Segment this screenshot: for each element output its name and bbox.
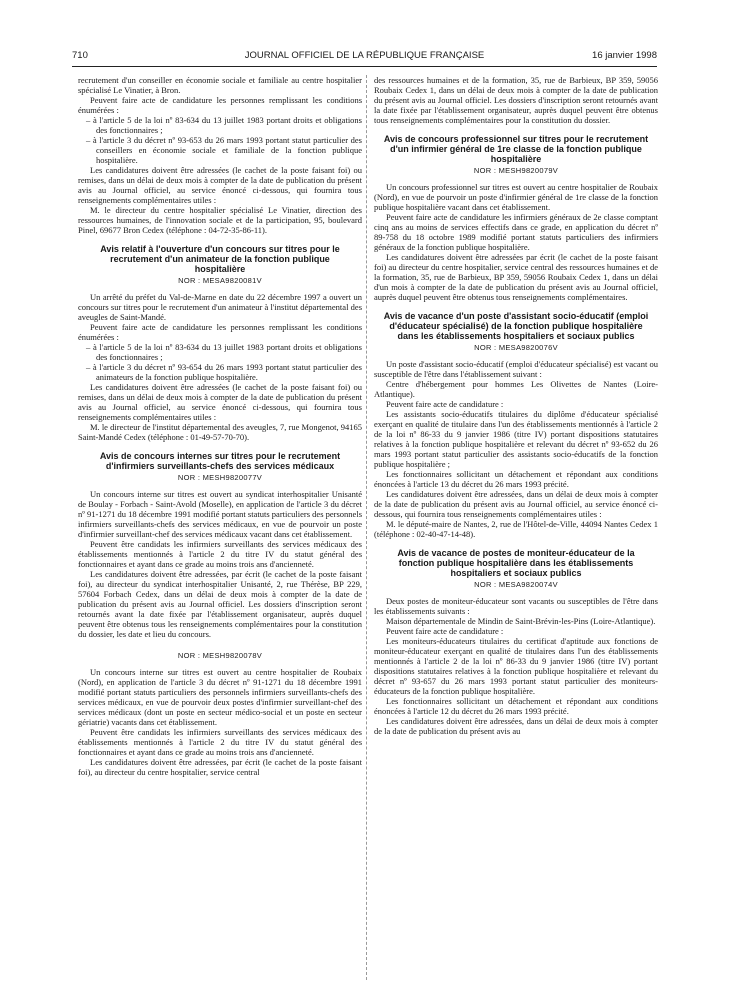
paragraph: Maison départementale de Mindin de Saint-Brévin-les-Pins (Loire-Atlantique). (386, 616, 656, 626)
notice-title: Avis de vacance de postes de moniteur-éducateur de la fonction publique hospitalière dans les établissements hospitaliers et sociaux publics (397, 548, 635, 578)
paragraph: M. le directeur du centre hospitalier spécialisé Le Vinatier, direction des ressources humaines, de l'innovation sociale et de la participation, 95, boulevard Pinel, 69677 Bron Cedex (téléphone : 04-72-35-86-11). (78, 205, 362, 235)
nor-reference: NOR : MESH9820077V (177, 473, 263, 482)
paragraph: Un concours professionnel sur titres est ouvert au centre hospitalier de Roubaix (Nord), en vue de pourvoir un poste d'infirmier général de 1re classe de la fonction publique hospitalière vacant dans cet établissement. (374, 182, 658, 212)
paragraph: Les candidatures doivent être adressées (le cachet de la poste faisant foi) ou remises, dans un délai de deux mois à compter de la date de publication du présent avis au Journal officiel, au service énoncé ci-dessous, qui fournira tous renseignements complémentaires utiles : (78, 165, 362, 205)
nor-reference: NOR : MESA9820081V (178, 276, 262, 285)
notice-title: Avis de concours professionnel sur titres pour le recrutement d'un infirmier général de 1re classe de la fonction publique hospitalière (383, 134, 649, 164)
paragraph: Les assistants socio-éducatifs titulaires du diplôme d'éducateur spécialisé exerçant en qualité de titulaire dans l'un des établissements mentionnés à l'article 2 de la loi nº 86-33 du 9 janvier 1986 (titre IV) portant dispositions statutaires relatives à la fonction publique hospitalière et relevant du décret nº 93-652 du 26 mars 1993 portant statut particulier des assistants socio-éducatifs de la fonction publique hospitalière ; (374, 409, 658, 469)
paragraph: Les candidatures doivent être adressées (le cachet de la poste faisant foi) ou remises, dans un délai de deux mois à compter de la date de publication du présent avis au Journal officiel, au service énoncé ci-dessous, qui fournira tous renseignements complémentaires utiles : (78, 382, 362, 422)
nor-reference: NOR : MESH9820079V (473, 166, 559, 175)
page-number: 710 (72, 50, 88, 61)
paragraph: Les fonctionnaires sollicitant un détachement et répondant aux conditions énoncées à l'article 13 du décret du 26 mars 1993 précité. (374, 469, 658, 489)
paragraph: Un concours interne sur titres est ouvert au centre hospitalier de Roubaix (Nord), en application de l'article 3 du décret nº 91-1271 du 18 décembre 1991 modifié portant statuts particuliers des personnels infirmiers surveillants-chefs des services médicaux, en vue de pourvoir deux postes d'infirmier surveillant-chef des services médicaux (dont un poste en secteur médico-social et un poste en secteur gériatrie) vacants dans cet établissement. (78, 667, 362, 727)
paragraph: Peuvent faire acte de candidature les personnes remplissant les conditions énumérées : (78, 322, 362, 342)
paragraph: Peuvent faire acte de candidature les infirmiers généraux de 2e classe comptant cinq ans au moins de services effectifs dans ce grade, en application du décret nº 89-758 du 18 octobre 1989 modifié portant statuts particuliers des infirmiers généraux de la fonction publique hospitalière. (374, 212, 658, 252)
list-item: – à l'article 3 du décret nº 93-653 du 26 mars 1993 portant statut particulier des conseillers en économie sociale et familiale de la fonction publique hospitalière. (86, 135, 362, 165)
paragraph: Deux postes de moniteur-éducateur sont vacants ou susceptibles de l'être dans les établissements suivants : (374, 596, 658, 616)
paragraph: Centre d'hébergement pour hommes Les Olivettes de Nantes (Loire-Atlantique). (374, 379, 658, 399)
right-column (374, 75, 658, 980)
notice-title: Avis de vacance d'un poste d'assistant socio-éducatif (emploi d'éducateur spécialisé) de la fonction publique hospitalière dans les établissements hospitaliers et sociaux publics (383, 311, 649, 341)
publication-date: 16 janvier 1998 (592, 50, 657, 61)
paragraph: Un arrêté du préfet du Val-de-Marne en date du 22 décembre 1997 a ouvert un concours sur titres pour le recrutement d'un animateur à l'institut départemental des aveugles de Saint-Mandé. (78, 292, 362, 322)
paragraph: Peuvent faire acte de candidature : (386, 399, 504, 409)
paragraph: Peuvent être candidats les infirmiers surveillants des services médicaux des établissements mentionnés à l'article 2 du titre IV du statut général des fonctionnaires et ayant dans ce grade au moins trois ans d'ancienneté. (78, 727, 362, 757)
paragraph: Peuvent faire acte de candidature les personnes remplissant les conditions énumérées : (78, 95, 362, 115)
nor-reference: NOR : MESA9820074V (474, 580, 558, 589)
notice-title: Avis de concours internes sur titres pour le recrutement d'infirmiers surveillants-chefs des services médicaux (99, 451, 341, 471)
left-column (78, 75, 362, 980)
paragraph: Les candidatures doivent être adressées, dans un délai de deux mois à compter de la date de publication du présent avis au (374, 716, 658, 736)
paragraph: Un concours interne sur titres est ouvert au syndicat interhospitalier Unisanté de Boulay - Forbach - Saint-Avold (Moselle), en application de l'article 3 du décret nº 91-1271 du 18 décembre 1991 modifié portant statuts particuliers des personnels infirmiers surveillants-chefs des services médicaux, en vue de pourvoir un poste d'infirmier surveillant-chef des services médicaux vacant dans cet établissement. (78, 489, 362, 539)
paragraph: Les candidatures doivent être adressées par écrit (le cachet de la poste faisant foi) au directeur du centre hospitalier, service central des ressources humaines et de la formation, 35, rue de Barbieux, BP 359, 59056 Roubaix Cedex 1, dans un délai d'un mois à compter de la date de publication du présent avis au Journal officiel, auprès duquel peuvent être obtenus tous renseignements complémentaires. (374, 252, 658, 302)
paragraph: Les moniteurs-éducateurs titulaires du certificat d'aptitude aux fonctions de moniteur-éducateur exerçant en qualité de titulaires dans l'un des établissements mentionnés à l'article 2 de la loi nº 86-33 du 9 janvier 1986 (titre IV) portant dispositions statutaires relatives à la fonction publique hospitalière et relevant du décret nº 93-657 du 26 mars 1993 portant statut particulier des moniteurs-éducateurs de la fonction publique hospitalière. (374, 636, 658, 696)
page-header (72, 50, 657, 64)
journal-title: JOURNAL OFFICIEL DE LA RÉPUBLIQUE FRANÇAISE (244, 50, 485, 61)
column-separator (366, 75, 367, 980)
paragraph: Les candidatures doivent être adressées, par écrit (le cachet de la poste faisant foi), au directeur du centre hospitalier, service central (78, 757, 362, 777)
list-item: – à l'article 5 de la loi nº 83-634 du 13 juillet 1983 portant droits et obligations des fonctionnaires ; (86, 115, 362, 135)
nor-reference: NOR : MESH9820078V (177, 651, 263, 660)
list-item: – à l'article 5 de la loi nº 83-634 du 13 juillet 1983 portant droits et obligations des fonctionnaires ; (86, 342, 362, 362)
paragraph: Peuvent faire acte de candidature : (386, 626, 504, 636)
paragraph: Peuvent être candidats les infirmiers surveillants des services médicaux des établissements mentionnés à l'article 2 du titre IV du statut général des fonctionnaires et ayant dans ce grade au moins trois ans d'ancienneté. (78, 539, 362, 569)
paragraph: M. le député-maire de Nantes, 2, rue de l'Hôtel-de-Ville, 44094 Nantes Cedex 1 (téléphone : 02-40-47-14-48). (374, 519, 658, 539)
paragraph: Les candidatures doivent être adressées, par écrit (le cachet de la poste faisant foi), au directeur du syndicat interhospitalier Unisanté, 2, rue Thérèse, BP 229, 57604 Forbach Cedex, dans un délai de deux mois à compter de la date de publication du présent avis au Journal officiel. Les dossiers d'inscription seront retournés avant la date fixée par l'établissement organisateur, auprès duquel peuvent être obtenus tous les renseignements complémentaires pour la constitution du dossier, les date et lieu du concours. (78, 569, 362, 639)
paragraph: recrutement d'un conseiller en économie sociale et familiale au centre hospitalier spécialisé Le Vinatier, à Bron. (78, 75, 362, 95)
paragraph: Un poste d'assistant socio-éducatif (emploi d'éducateur spécialisé) est vacant ou susceptible de l'être dans l'établissement suivant : (374, 359, 658, 379)
header-rule (72, 66, 657, 67)
paragraph: M. le directeur de l'institut départemental des aveugles, 7, rue Mongenot, 94165 Saint-Mandé Cedex (téléphone : 01-49-57-70-70). (78, 422, 362, 442)
paragraph: Les fonctionnaires sollicitant un détachement et répondant aux conditions énoncées à l'article 12 du décret du 26 mars 1993 précité. (374, 696, 658, 716)
paragraph: des ressources humaines et de la formation, 35, rue de Barbieux, BP 359, 59056 Roubaix Cedex 1, dans un délai de deux mois à compter de la date de publication du présent avis au Journal officiel. Les dossiers d'inscription seront retournés avant la date fixée par l'établissement organisateur, auprès duquel peuvent être obtenus tous renseignements complémentaires pour la constitution du dossier. (374, 75, 658, 125)
notice-title: Avis relatif à l'ouverture d'un concours sur titres pour le recrutement d'un animateur de la fonction publique hospitalière (100, 244, 340, 274)
list-item: – à l'article 3 du décret nº 93-654 du 26 mars 1993 portant statut particulier des animateurs de la fonction publique hospitalière. (86, 362, 362, 382)
nor-reference: NOR : MESA9820076V (474, 343, 558, 352)
paragraph: Les candidatures doivent être adressées, dans un délai de deux mois à compter de la date de publication du présent avis au Journal officiel, au service énoncé ci-dessous, qui fournira tous renseignements complémentaires utiles : (374, 489, 658, 519)
